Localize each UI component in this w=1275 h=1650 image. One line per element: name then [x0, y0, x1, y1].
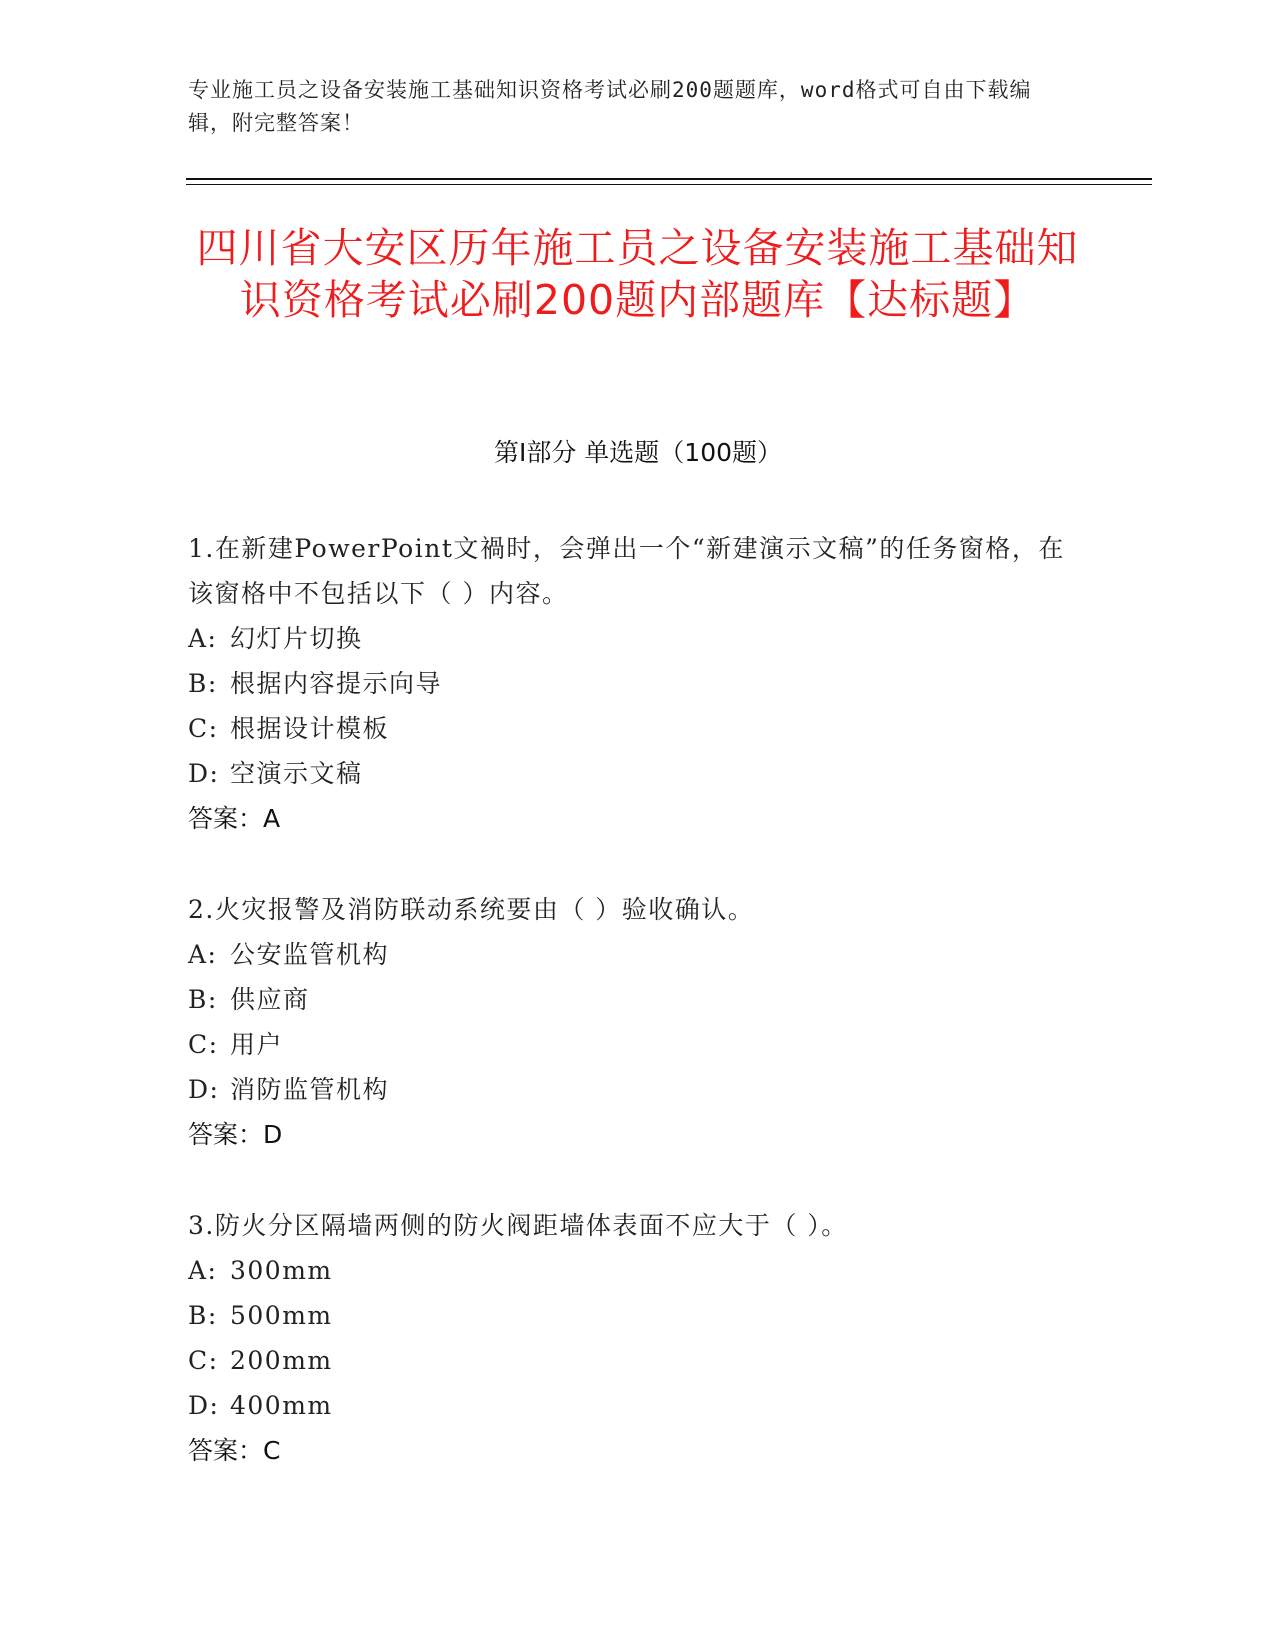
option-c	[188, 706, 1088, 751]
option-letter: D:	[188, 759, 220, 788]
option-text: 供应商	[230, 985, 310, 1014]
header-note: 专业施工员之设备安装施工基础知识资格考试必刷200题题库，word格式可自由下载编辑，附完整答案！	[188, 78, 1032, 135]
option-letter: B:	[188, 1301, 218, 1330]
question-stem: 2.火灾报警及消防联动系统要由（ ）验收确认。	[188, 895, 755, 924]
option-letter: A:	[188, 940, 218, 969]
option-text: 消防监管机构	[230, 1075, 390, 1104]
option-letter: C:	[188, 1346, 219, 1375]
option-letter: C:	[188, 1030, 219, 1059]
option-text: 根据设计模板	[230, 714, 390, 743]
question-item	[188, 887, 1088, 1157]
option-letter: D:	[188, 1391, 220, 1420]
option-a	[188, 616, 1088, 661]
question-stem: 3.防火分区隔墙两侧的防火阀距墙体表面不应大于（ ）。	[188, 1211, 848, 1240]
answer-line: 答案：C	[188, 1436, 281, 1465]
option-text: 200mm	[230, 1346, 333, 1375]
header-divider-thick	[186, 178, 1152, 180]
section-title: 第I部分 单选题（100题）	[493, 438, 783, 467]
question-stem: 1.在新建PowerPoint文禍时，会弹出一个“新建演示文稿”的任务窗格，在该窗格中不包括以下（ ）内容。	[188, 534, 1065, 608]
option-text: 用户	[230, 1030, 284, 1059]
option-d	[188, 1067, 1088, 1112]
option-a	[188, 1248, 1088, 1293]
option-c	[188, 1022, 1088, 1067]
question-item	[188, 526, 1088, 841]
option-letter: D:	[188, 1075, 220, 1104]
option-text: 幻灯片切换	[230, 624, 363, 653]
document-title: 四川省大安区历年施工员之设备安装施工基础知识资格考试必刷200题内部题库【达标题】	[196, 224, 1079, 324]
option-letter: A:	[188, 1256, 218, 1285]
option-b	[188, 1293, 1088, 1338]
answer-line: 答案：A	[188, 804, 281, 833]
answer-line: 答案：D	[188, 1120, 283, 1149]
question-item	[188, 1203, 1088, 1473]
option-text: 空演示文稿	[230, 759, 363, 788]
header-divider-thin	[186, 184, 1152, 185]
option-b	[188, 977, 1088, 1022]
option-text: 根据内容提示向导	[230, 669, 443, 698]
option-letter: B:	[188, 985, 218, 1014]
option-text: 300mm	[230, 1256, 333, 1285]
question-list	[188, 526, 1088, 1519]
option-c	[188, 1338, 1088, 1383]
option-letter: C:	[188, 714, 219, 743]
option-text: 400mm	[230, 1391, 333, 1420]
option-text: 公安监管机构	[230, 940, 390, 969]
option-b	[188, 661, 1088, 706]
option-d	[188, 751, 1088, 796]
option-a	[188, 932, 1088, 977]
option-letter: B:	[188, 669, 218, 698]
option-d	[188, 1383, 1088, 1428]
option-letter: A:	[188, 624, 218, 653]
option-text: 500mm	[230, 1301, 333, 1330]
